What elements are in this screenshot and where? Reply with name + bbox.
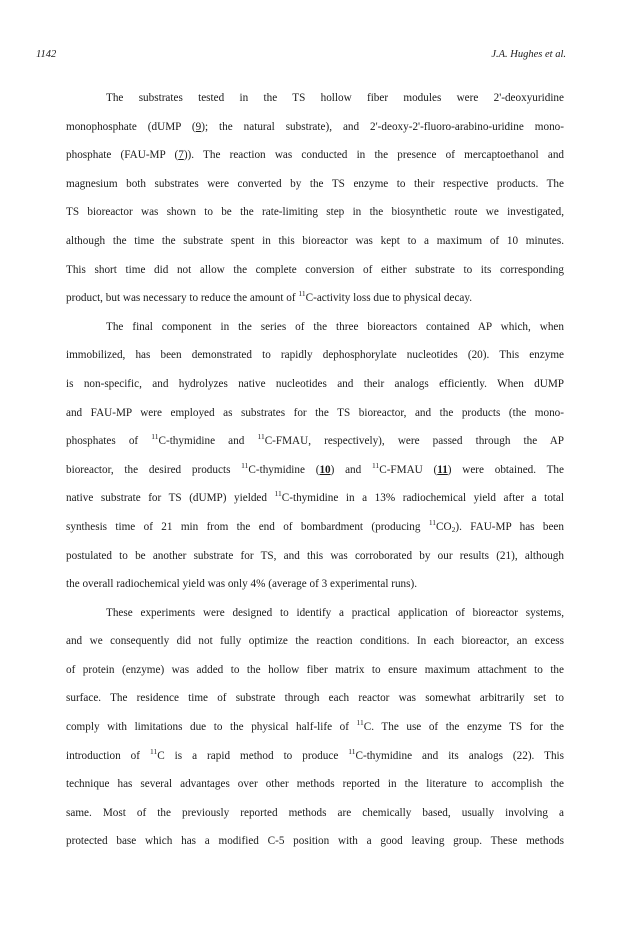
compound-ref: 9 (195, 120, 202, 133)
text-line: technique has several advantages over other methods reported in the literature to accomplish the (66, 778, 564, 791)
subscript: 2 (451, 524, 456, 534)
isotope-superscript: 11 (151, 432, 159, 442)
running-head: J.A. Hughes et al. (491, 49, 566, 60)
isotope-superscript: 11 (274, 489, 282, 499)
text-line: the overall radiochemical yield was only 4% (average of 3 experimental runs). (66, 578, 418, 591)
text-line: introduction of $^{11}$C is a rapid method to produce $^{11}$C-thymidine and its analogs (22). This (66, 746, 565, 762)
text-line: of protein (enzyme) was added to the hollow fiber matrix to ensure maximum attachment to the (66, 663, 564, 676)
text-line: bioreactor, the desired products $^{11}$C-thymidine (10) and $^{11}$C-FMAU (11) were obtained. The (66, 460, 564, 476)
text-line: surface. The residence time of substrate through each reactor was somewhat arbitrarily set to (66, 692, 564, 705)
text-line: protected base which has a modified C-5 position with a good leaving group. These methods (66, 835, 564, 848)
isotope-superscript: 11 (372, 460, 380, 470)
paragraph-3 (66, 599, 564, 856)
text-line: immobilized, has been demonstrated to rapidly dephosphorylate nucleotides (20). This enzyme (66, 349, 564, 362)
text-line: TS bioreactor was shown to be the rate-limiting step in the biosynthetic route we investigated, (66, 206, 564, 219)
text-line: synthesis time of 21 min from the end of bombardment (producing $^{11}CO_2$). FAU-MP has been (66, 517, 564, 534)
compound-ref: 7 (178, 149, 184, 162)
compound-ref: 11 (437, 463, 448, 476)
isotope-superscript: 11 (257, 432, 265, 442)
isotope-superscript: 11 (149, 746, 158, 756)
text-line: The substrates tested in the TS hollow fiber modules were 2'-deoxyuridine (106, 92, 564, 104)
isotope-superscript: 11 (348, 746, 356, 756)
text-line: native substrate for TS (dUMP) yielded $^{11}$C-thymidine in a 13% radiochemical yield after a total (66, 489, 564, 505)
text-line: comply with limitations due to the physical half-life of $^{11}$C. The use of the enzyme TS for the (66, 718, 564, 734)
text-line: and we consequently did not fully optimize the reaction conditions. In each bioreactor, an excess (66, 635, 564, 648)
body-text (66, 84, 564, 856)
isotope-superscript: 11 (428, 517, 437, 527)
paragraph-2 (66, 313, 564, 599)
text-line: monophosphate (dUMP (9); the natural substrate), and 2'-deoxy-2'-fluoro-arabino-uridine mono- (66, 120, 564, 133)
text-line: phosphates of $^{11}$C-thymidine and $^{11}$C-FMAU, respectively), were passed through the AP (66, 432, 564, 448)
text-line: magnesium both substrates were converted by the TS enzyme to their respective products. The (66, 177, 564, 190)
isotope-superscript: 11 (356, 718, 364, 728)
page-number: 1142 (36, 49, 57, 60)
isotope-superscript: 11 (298, 289, 306, 299)
text-line: These experiments were designed to identify a practical application of bioreactor systems, (106, 606, 564, 619)
text-line: phosphate (FAU-MP (7)). The reaction was conducted in the presence of mercaptoethanol and (66, 149, 565, 162)
text-line: This short time did not allow the complete conversion of either substrate to its corresponding (66, 263, 564, 276)
text-line: product, but was necessary to reduce the amount of $^{11}$C-activity loss due to physical decay. (66, 289, 473, 305)
paragraph-1 (66, 84, 564, 313)
text-line: same. Most of the previously reported methods are chemically based, usually involving a (66, 806, 564, 819)
compound-ref: 10 (319, 463, 331, 476)
text-line: is non-specific, and hydrolyzes native nucleotides and their analogs efficiently. When dUMP (66, 377, 564, 390)
text-line: and FAU-MP were employed as substrates for the TS bioreactor, and the products (the mono- (66, 406, 564, 419)
text-line: postulated to be another substrate for TS, and this was corroborated by our results (21), although (66, 549, 564, 562)
text-line: The final component in the series of the three bioreactors contained AP which, when (106, 320, 564, 333)
isotope-superscript: 11 (241, 460, 249, 470)
text-line: although the time the substrate spent in this bioreactor was kept to a maximum of 10 minutes. (66, 234, 564, 247)
